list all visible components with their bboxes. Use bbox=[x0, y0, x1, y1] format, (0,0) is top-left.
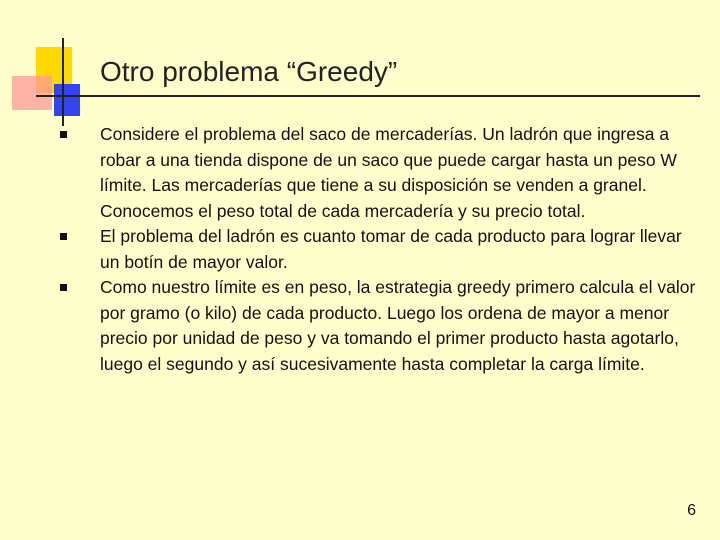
bullet-text: El problema del ladrón es cuanto tomar de cada producto para lograr llevar un botín de mayor valor. bbox=[100, 226, 682, 272]
page-number: 6 bbox=[687, 502, 696, 519]
decor-pink-square bbox=[12, 76, 52, 110]
slide-title: Otro problema “Greedy” bbox=[100, 56, 398, 87]
square-bullet-icon bbox=[60, 131, 67, 138]
bullet-list bbox=[60, 122, 700, 377]
title-underline bbox=[36, 95, 700, 97]
bullet-item bbox=[60, 275, 700, 377]
decor-blue-square bbox=[54, 84, 80, 116]
bullet-item bbox=[60, 224, 700, 275]
decor-vertical-line bbox=[62, 38, 64, 126]
square-bullet-icon bbox=[60, 284, 67, 291]
bullet-text: Como nuestro límite es en peso, la estrategia greedy primero calcula el valor por gramo (o kilo) de cada producto. Luego los ordena de mayor a menor precio por unidad de peso y va tomando el primer producto hasta agotarlo, luego el segundo y así sucesivamente hasta completar la carga límite. bbox=[100, 277, 696, 374]
bullet-text: Considere el problema del saco de mercaderías. Un ladrón que ingresa a robar a una tienda dispone de un saco que puede cargar hasta un peso W límite. Las mercaderías que tiene a su disposición se venden a granel. Conocemos el peso total de cada mercadería y su precio total. bbox=[100, 124, 677, 221]
bullet-item bbox=[60, 122, 700, 224]
square-bullet-icon bbox=[60, 233, 67, 240]
